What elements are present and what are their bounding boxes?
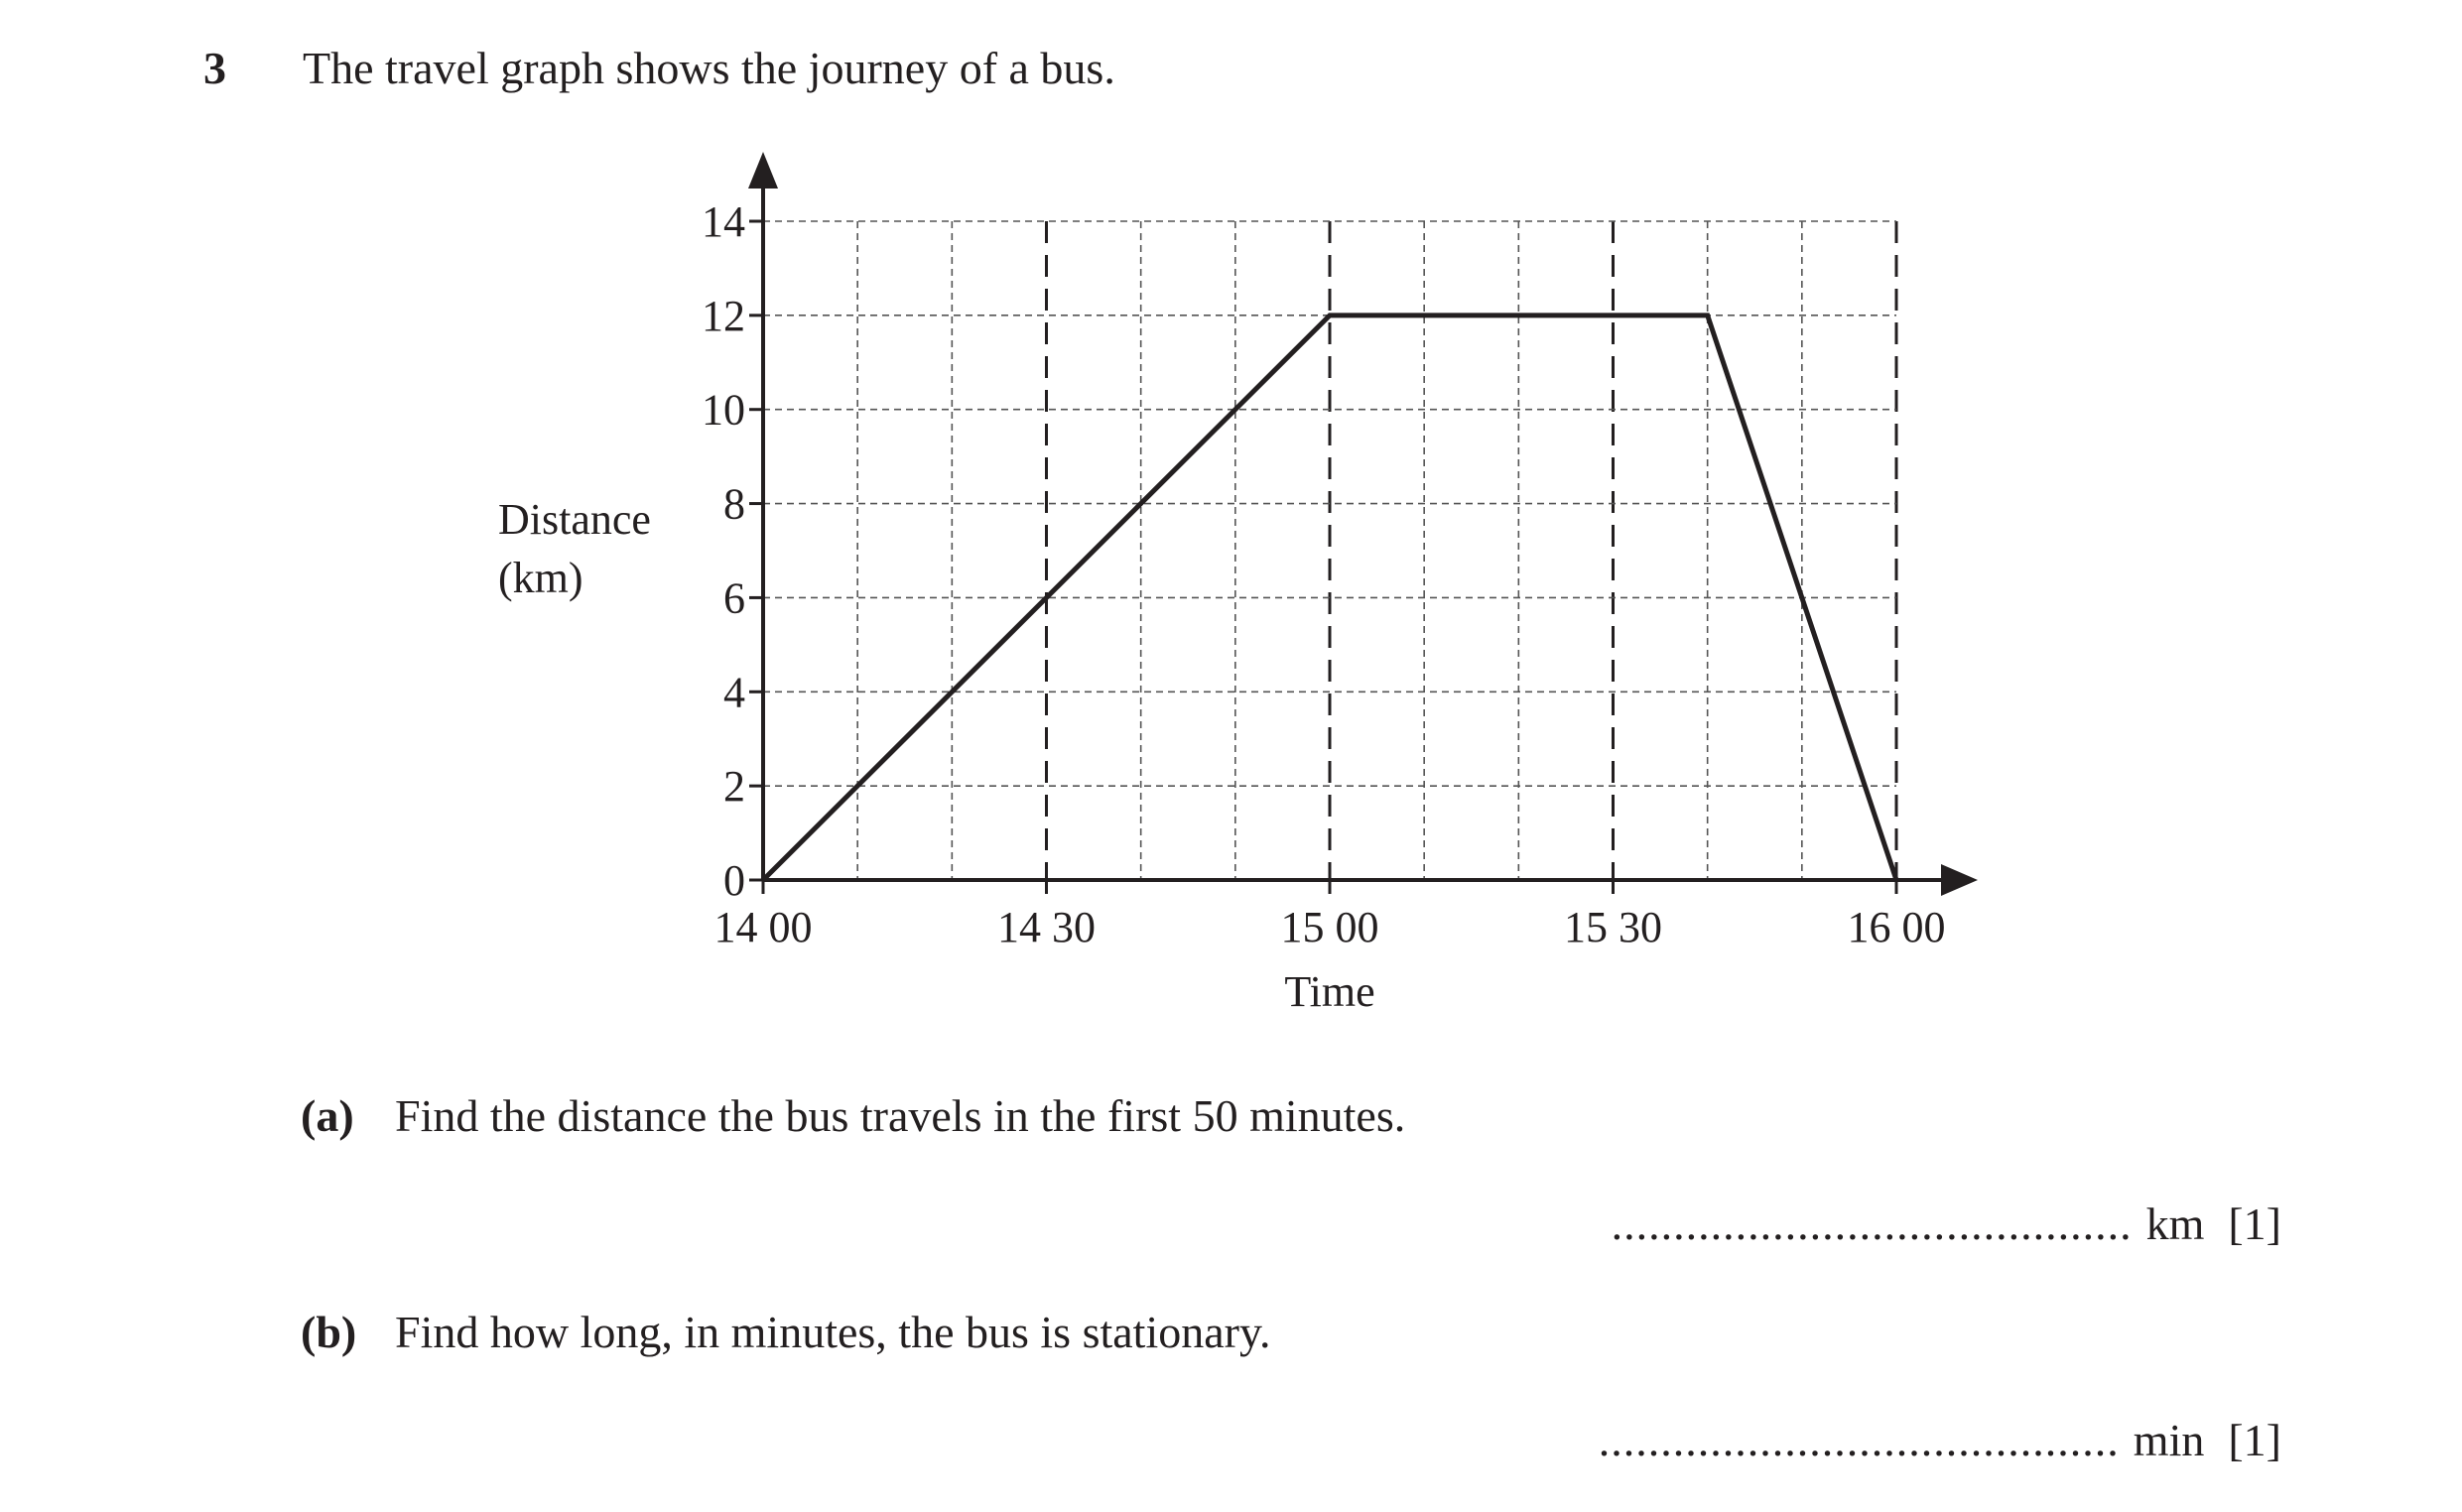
- x-axis-arrowhead: [1941, 864, 1978, 896]
- y-ticks: [702, 197, 763, 905]
- part-b-text: Find how long, in minutes, the bus is stationary.: [395, 1307, 1271, 1357]
- question-stem: The travel graph shows the journey of a bus.: [303, 43, 1115, 93]
- x-tick-label: 14 00: [713, 903, 813, 951]
- x-tick-label: 16 00: [1847, 903, 1946, 951]
- y-tick-label: 10: [702, 385, 745, 435]
- part-a-label: (a): [301, 1090, 354, 1141]
- y-tick-label: 0: [723, 856, 745, 905]
- y-axis-label-line-1: Distance: [498, 495, 651, 544]
- x-axis-label: Time: [1284, 967, 1375, 1016]
- part-a: [301, 1089, 1405, 1142]
- x-tick-label: 15 00: [1280, 903, 1379, 951]
- part-a-answer: [1612, 1197, 2281, 1250]
- y-axis-label-line-2: (km): [498, 553, 583, 602]
- part-b: [301, 1306, 1271, 1358]
- part-b-marks: [1]: [2228, 1415, 2281, 1465]
- x-tick-label: 15 30: [1564, 903, 1662, 951]
- y-tick-label: 12: [702, 291, 745, 340]
- y-tick-label: 4: [723, 668, 745, 717]
- part-a-text: Find the distance the bus travels in the first 50 minutes.: [395, 1090, 1406, 1141]
- x-ticks: [714, 880, 1946, 951]
- axes: [748, 152, 1978, 896]
- part-b-label: (b): [301, 1307, 357, 1357]
- part-a-unit: km: [2145, 1198, 2205, 1249]
- y-tick-label: 2: [723, 762, 745, 812]
- y-tick-label: 14: [702, 197, 745, 246]
- part-a-marks: [1]: [2228, 1198, 2281, 1249]
- y-tick-label: 8: [723, 479, 745, 529]
- question-number: 3: [203, 43, 226, 93]
- y-axis-arrowhead: [748, 152, 778, 189]
- grid: [763, 221, 1896, 880]
- part-b-unit: min: [2133, 1415, 2205, 1465]
- part-b-answer-line[interactable]: ..........................................: [1598, 1415, 2120, 1465]
- part-b-answer: [1599, 1414, 2281, 1466]
- y-tick-label: 6: [723, 573, 745, 623]
- part-a-answer-line[interactable]: ..........................................: [1611, 1198, 2133, 1249]
- x-tick-label: 14 30: [997, 903, 1096, 951]
